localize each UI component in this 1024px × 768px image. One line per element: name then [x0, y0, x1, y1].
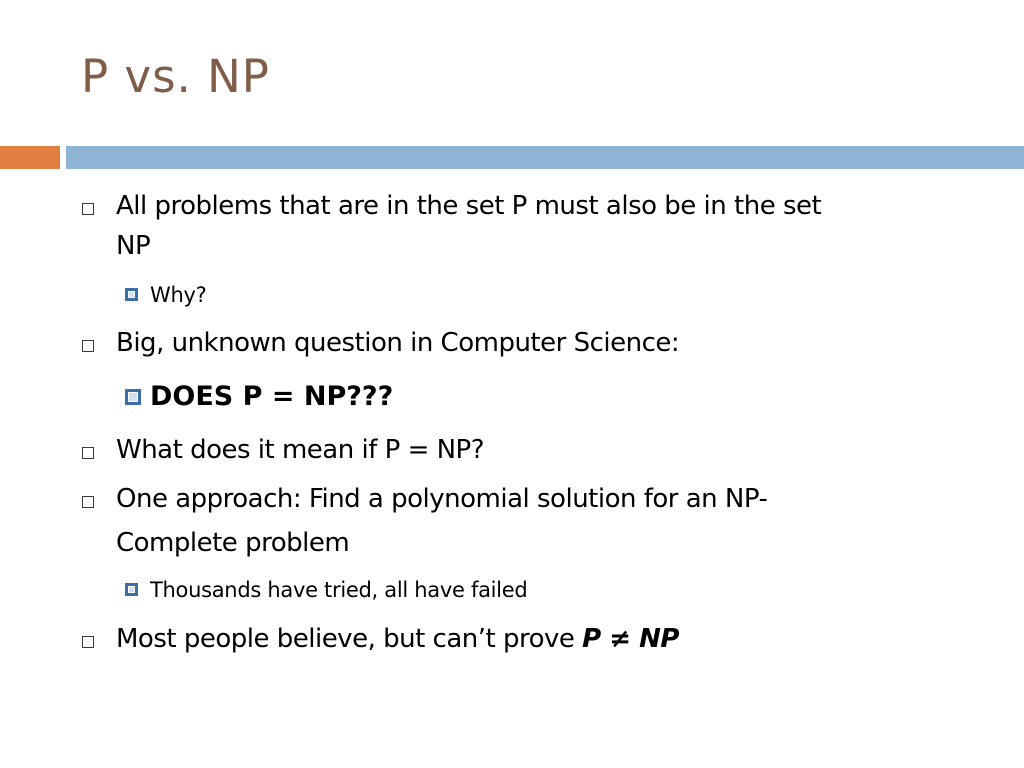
square-bullet-icon	[82, 203, 94, 215]
filled-square-bullet-icon	[125, 389, 141, 405]
accent-bar-blue	[66, 146, 1024, 169]
filled-square-bullet-icon	[125, 288, 138, 301]
square-bullet-icon	[82, 447, 94, 459]
sub-bullet-text: Thousands have tried, all have failed	[150, 578, 528, 602]
bullet-text: All problems that are in the set P must also be in the set	[116, 191, 822, 221]
bullet-text: One approach: Find a polynomial solution for an NP-	[116, 484, 768, 514]
accent-bar-orange	[0, 146, 60, 169]
bullet-text: What does it mean if P = NP?	[116, 435, 485, 465]
bullet-text-continuation: Complete problem	[116, 528, 350, 558]
square-bullet-icon	[82, 496, 94, 508]
bullet-text-emphasis: P ≠ NP	[582, 624, 679, 654]
sub-bullet-text: Why?	[150, 283, 207, 307]
bullet-text-continuation: NP	[116, 231, 151, 261]
sub-bullet-text-emphasized: DOES P = NP???	[150, 381, 394, 412]
slide-title: P vs. NP	[81, 50, 270, 103]
bullet-text: Big, unknown question in Computer Science:	[116, 328, 680, 358]
square-bullet-icon	[82, 340, 94, 352]
bullet-text	[116, 621, 679, 657]
square-bullet-icon	[82, 636, 94, 648]
bullet-text-plain: Most people believe, but can’t prove	[116, 624, 583, 654]
filled-square-bullet-icon	[125, 583, 138, 596]
